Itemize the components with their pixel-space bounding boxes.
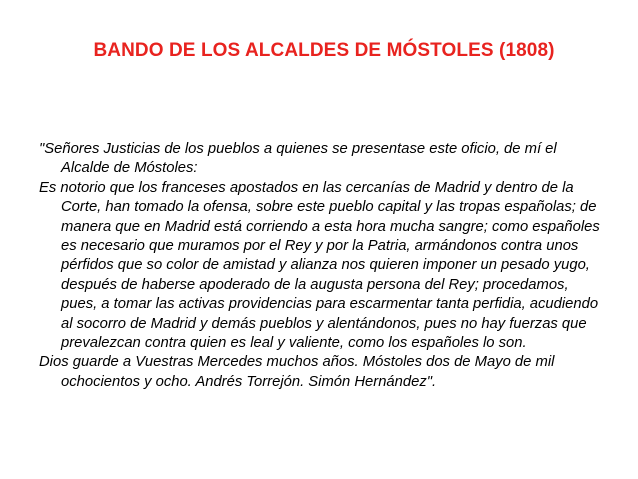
slide-body: [39, 140, 607, 392]
slide-title: BANDO DE LOS ALCALDES DE MÓSTOLES (1808): [93, 40, 555, 61]
paragraph-proclamation: Es notorio que los franceses apostados en las cercanías de Madrid y dentro de la Corte, han tomado la ofensa, sobre este pueblo capital y las tropas españolas; de manera que en Madrid está corriendo a esta hora mucha sangre; como españoles es necesario que muramos por el Rey y por la Patria, armándonos contra unos pérfidos que so color de amistad y alianza nos quieren imponer un pesado yugo, después de haberse apoderado de la augusta persona del Rey; procedamos, pues, a tomar las activas providencias para escarmentar tanta perfidia, acudiendo al socorro de Madrid y demás pueblos y alentándonos, pues no hay fuerzas que prevalezcan contra quien es leal y valiente, como los españoles lo son.: [39, 179, 600, 352]
paragraph-closing: Dios guarde a Vuestras Mercedes muchos años. Móstoles dos de Mayo de mil ochocientos y ocho. Andrés Torrejón. Simón Hernández".: [39, 354, 555, 390]
paragraph-greeting: "Señores Justicias de los pueblos a quienes se presentase este oficio, de mí el Alcalde de Móstoles:: [39, 141, 557, 177]
